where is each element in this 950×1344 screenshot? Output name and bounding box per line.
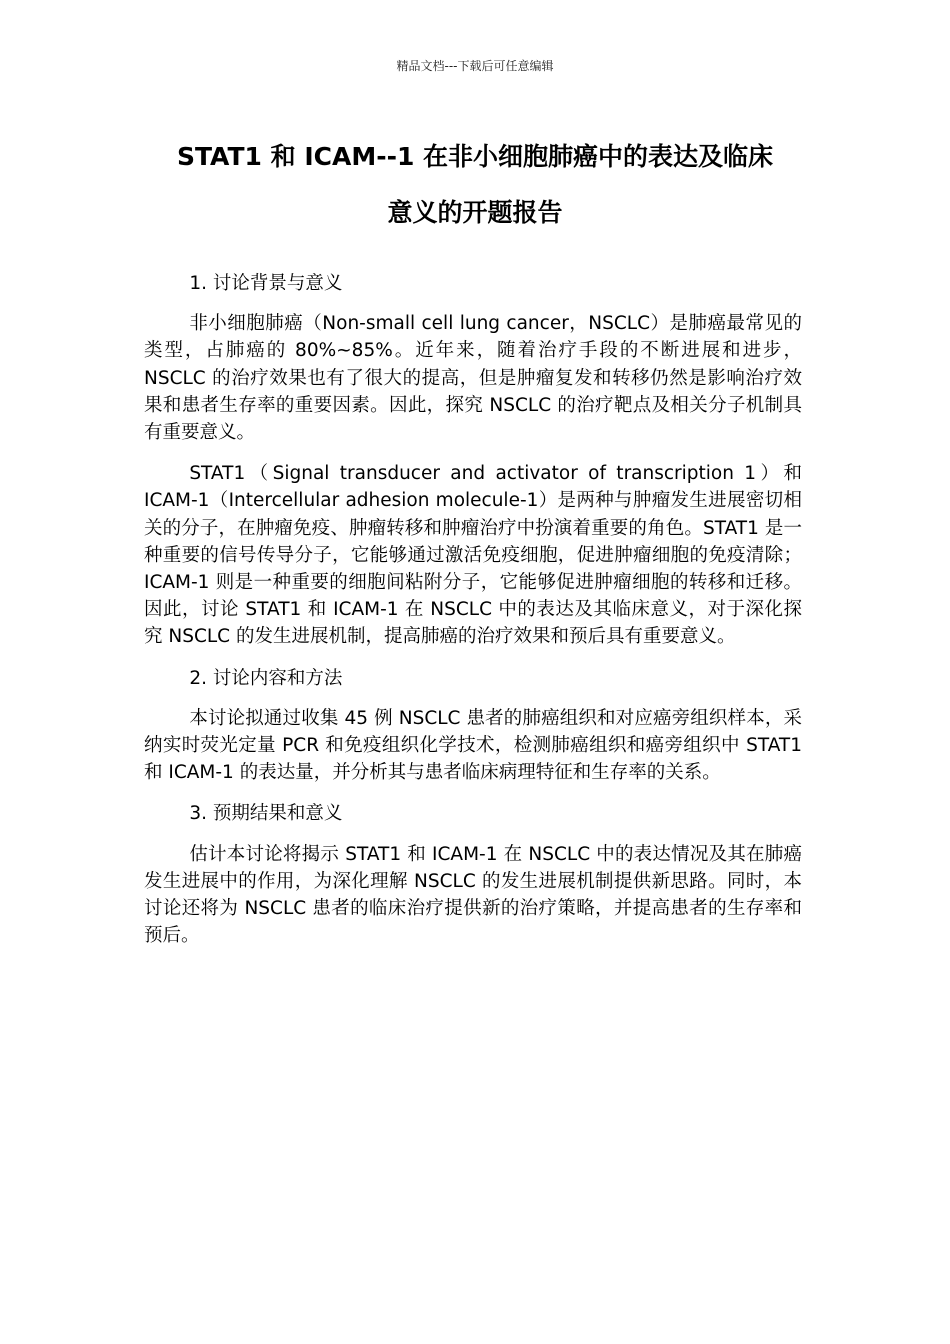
paragraph-background-2: STAT1（Signal transducer and activator of transcription 1）和 ICAM-1（Intercellular adhesion molecule-1）是两种与肿瘤发生进展密切相关的分子，在肿瘤免疫、肿瘤转移和肿瘤治疗中扮演着重要的角色。STAT1 是一种重要的信号传导分子，它能够通过激活免疫细胞，促进肿瘤细胞的免疫清除；ICAM-1 则是一种重要的细胞间粘附分子，它能够促进肿瘤细胞的转移和迁移。因此，讨论 STAT1 和 ICAM-1 在 NSCLC 中的表达及其临床意义，对于深化探究 NSCLC 的发生进展机制，提高肺癌的治疗效果和预后具有重要意义。 — [144, 463, 802, 648]
section-heading-expected-results: 3. 预期结果和意义 — [189, 803, 343, 825]
paragraph-background-1: 非小细胞肺癌（Non-small cell lung cancer，NSCLC）是肺癌最常见的类型，占肺癌的 80%~85%。近年来，随着治疗手段的不断进展和进步，NSCLC 的治疗效果也有了很大的提高，但是肿瘤复发和转移仍然是影响治疗效果和患者生存率的重要因素。因此，探究 NSCLC 的治疗靶点及相关分子机制具有重要意义。 — [144, 313, 802, 444]
document-title-line-2: 意义的开题报告 — [387, 198, 563, 227]
document-body — [144, 270, 802, 963]
header-note: 精品文档---下载后可任意编辑 — [396, 59, 554, 73]
paragraph-methods-1: 本讨论拟通过收集 45 例 NSCLC 患者的肺癌组织和对应癌旁组织样本，采纳实时荧光定量 PCR 和免疫组织化学技术，检测肺癌组织和癌旁组织中 STAT1 和 ICAM-1 的表达量，并分析其与患者临床病理特征和生存率的关系。 — [144, 707, 802, 784]
paragraph-expected-results-1: 估计本讨论将揭示 STAT1 和 ICAM-1 在 NSCLC 中的表达情况及其在肺癌发生进展中的作用，为深化理解 NSCLC 的发生进展机制提供新思路。同时，本讨论还将为 NSCLC 患者的临床治疗提供新的治疗策略，并提高患者的生存率和预后。 — [144, 843, 802, 947]
section-heading-background: 1. 讨论背景与意义 — [189, 273, 343, 294]
document-title-line-1: STAT1 和 ICAM--1 在非小细胞肺癌中的表达及临床 — [176, 142, 774, 171]
section-heading-methods: 2. 讨论内容和方法 — [189, 667, 343, 689]
